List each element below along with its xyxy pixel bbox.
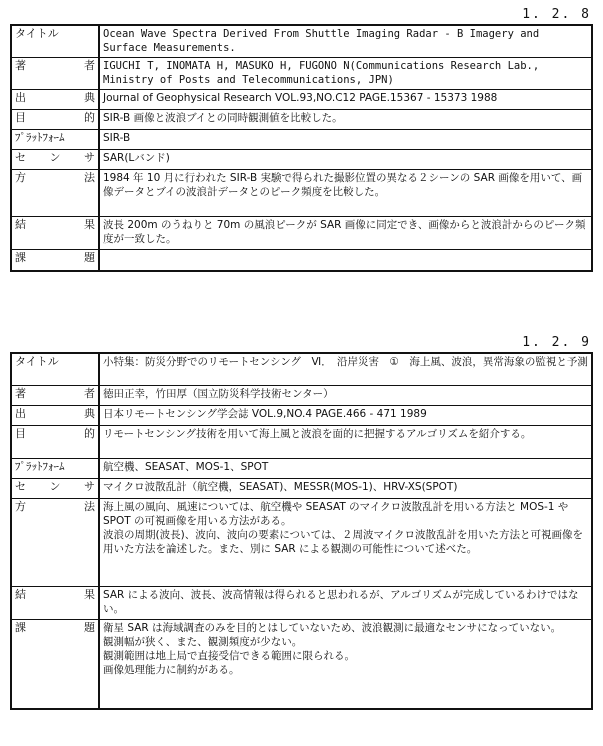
- field-label: タイトル: [11, 353, 99, 385]
- field-label: 結 果: [11, 217, 99, 250]
- field-value: リモートセンシング技術を用いて海上風と波浪を面的に把握するアルゴリズムを紹介する。: [99, 425, 592, 458]
- field-label: ﾌﾟﾗｯﾄﾌｫｰﾑ: [11, 130, 99, 150]
- sensor-row: [11, 478, 592, 498]
- author-row: [11, 385, 592, 405]
- platform-row: [11, 458, 592, 478]
- field-value: 日本リモートセンシング学会誌 VOL.9,NO.4 PAGE.466 - 471 1989: [99, 405, 592, 425]
- issue-row: [11, 250, 592, 271]
- issue-line: 観測幅が狭く、また、観測頻度が少ない。: [103, 635, 303, 648]
- field-label: 結 果: [11, 586, 99, 619]
- field-value: SIR-B: [99, 130, 592, 150]
- field-value: [99, 498, 592, 586]
- purpose-row: [11, 425, 592, 458]
- field-label: セ ン サ: [11, 478, 99, 498]
- title-row: [11, 25, 592, 58]
- result-row: [11, 217, 592, 250]
- field-value: SAR(Lバンド): [99, 150, 592, 170]
- field-value: [99, 250, 592, 271]
- field-label: 方 法: [11, 498, 99, 586]
- issue-line: 画像処理能力に制約がある。: [103, 663, 240, 676]
- field-value: 徳田正幸，竹田厚（国立防災科学技術センター）: [99, 385, 592, 405]
- field-value: Journal of Geophysical Research VOL.93,NO.C12 PAGE.15367 - 15373 1988: [99, 90, 592, 110]
- field-label: 課 題: [11, 619, 99, 709]
- title-row: [11, 353, 592, 385]
- field-label: 著 者: [11, 385, 99, 405]
- issue-line: 観測範囲は地上局で直接受信できる範囲に限られる。: [103, 649, 355, 662]
- record-number: 1. 2. 8: [522, 7, 591, 22]
- field-value: SIR-B 画像と波浪ブイとの同時観測値を比較した。: [99, 110, 592, 130]
- platform-row: [11, 130, 592, 150]
- field-value: [99, 619, 592, 709]
- record-card-2: [10, 334, 593, 710]
- field-label: 著 者: [11, 58, 99, 90]
- field-label: セ ン サ: [11, 150, 99, 170]
- field-label: 課 題: [11, 250, 99, 271]
- field-label: 目 的: [11, 425, 99, 458]
- method-row: [11, 170, 592, 217]
- field-value: 小特集：防災分野でのリモートセンシング Ⅵ． 沿岸災害 ① 海上風、波浪，異常海象の監視と予測: [99, 353, 592, 385]
- field-label: 方 法: [11, 170, 99, 217]
- method-paragraph: 海上風の風向、風速については、航空機や SEASAT のマイクロ波散乱計を用いる方法と MOS-1 や SPOT の可視画像を用いる方法がある。: [103, 500, 569, 527]
- record-table: [10, 352, 593, 710]
- record-table: [10, 24, 593, 272]
- sensor-row: [11, 150, 592, 170]
- author-row: [11, 58, 592, 90]
- field-label: 出 典: [11, 90, 99, 110]
- issue-row: [11, 619, 592, 709]
- method-row: [11, 498, 592, 586]
- source-row: [11, 405, 592, 425]
- issue-line: 衛星 SAR は海域調査のみを目的とはしていないため、波浪観測に最適なセンサになっていない。: [103, 621, 562, 634]
- field-value: 波長 200m のうねりと 70m の風浪ピークが SAR 画像に同定でき、画像からと波浪計からのピーク頻度が一致した。: [99, 217, 592, 250]
- field-label: タイトル: [11, 25, 99, 58]
- method-paragraph: 波浪の周期(波長)、波向、波向の要素については、２周波マイクロ波散乱計を用いた方法と可視画像を用いた方法を論述した。また、別に SAR による観測の可能性について述べた。: [103, 528, 584, 555]
- source-row: [11, 90, 592, 110]
- field-value: IGUCHI T, INOMATA H, MASUKO H, FUGONO N(Communications Research Lab., Ministry of Posts and Telecommunications, JPN): [99, 58, 592, 90]
- field-label: ﾌﾟﾗｯﾄﾌｫｰﾑ: [11, 458, 99, 478]
- field-label: 目 的: [11, 110, 99, 130]
- result-row: [11, 586, 592, 619]
- field-value: 航空機、SEASAT、MOS-1、SPOT: [99, 458, 592, 478]
- record-number: 1. 2. 9: [522, 335, 591, 350]
- purpose-row: [11, 110, 592, 130]
- field-value: 1984 年 10 月に行われた SIR-B 実験で得られた撮影位置の異なる２シーンの SAR 画像を用いて、画像データとブイの波浪計データとのピーク頻度を比較した。: [99, 170, 592, 217]
- field-value: Ocean Wave Spectra Derived From Shuttle Imaging Radar - B Imagery and Surface Measurements.: [99, 25, 592, 58]
- field-value: マイクロ波散乱計（航空機，SEASAT)、MESSR(MOS-1)、HRV-XS(SPOT): [99, 478, 592, 498]
- field-value: SAR による波向、波長、波高情報は得られると思われるが、アルゴリズムが完成しているわけではない。: [99, 586, 592, 619]
- field-label: 出 典: [11, 405, 99, 425]
- record-card-1: [10, 6, 593, 272]
